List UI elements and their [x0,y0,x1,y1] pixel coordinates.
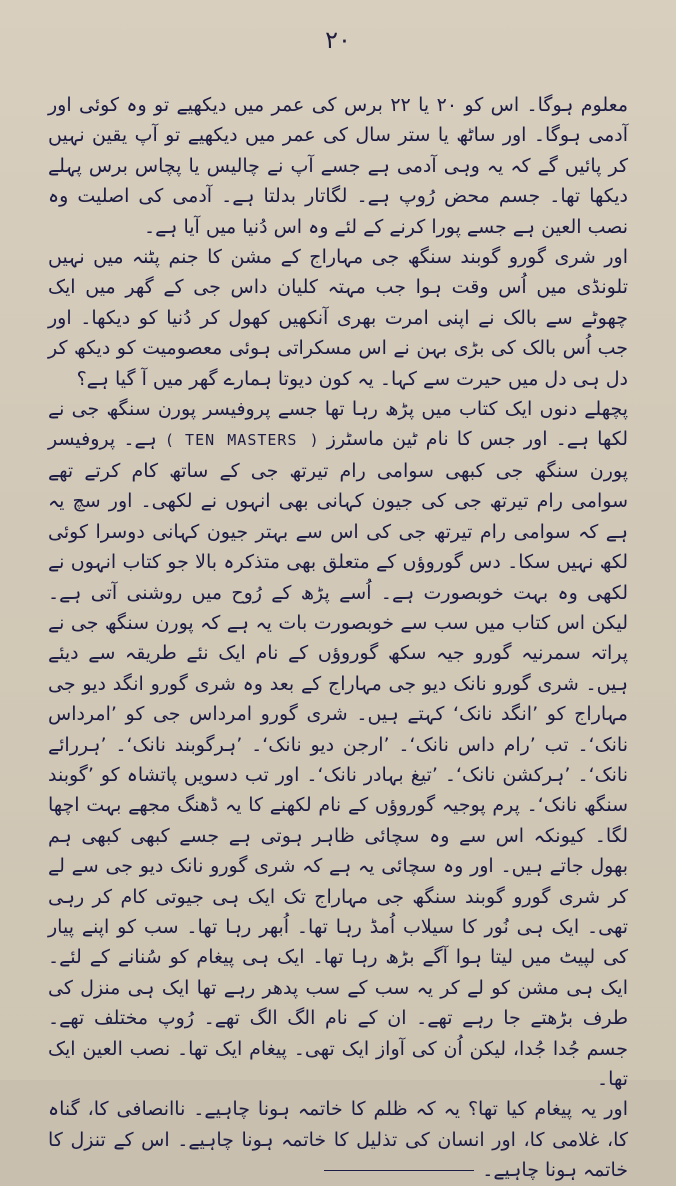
paragraph-1: معلوم ہوگا۔ اس کو ۲۰ یا ۲۲ برس کی عمر میں دیکھیے تو وہ کوئی اور آدمی ہوگا۔ اور ساٹھ یا ستر سال کی عمر میں دیکھیے تو آپ یقین نہیں کر پائیں گے کہ یہ وہی آدمی ہے جسے آپ نے چالیس یا پچاس برس پہلے دیکھا تھا۔ جسم محض رُوپ ہے۔ لگاتار بدلتا ہے۔ آدمی کی اصلیت وہ نصب العین ہے جسے پورا کرنے کے لئے وہ اس دُنیا میں آیا ہے۔ [48,94,629,238]
paragraph-3-rest: ہے۔ پروفیسر پورن سنگھ جی کبھی سوامی رام تیرتھ جی کے ساتھ کام کرتے تھے سوامی رام تیرتھ جی کی جیون کہانی بھی انہوں نے لکھی۔ اور سچ یہ ہے کہ سوامی رام تیرتھ جی کی اس سے بہتر جیون کہانی دوسرا کوئی لکھ نہیں سکا۔ دس گوروؤں کے متعلق بھی متذکرہ بالا جو کتاب انہوں نے لکھی وہ بہت خوبصورت ہے۔ اُسے پڑھ کے رُوح میں روشنی آتی ہے۔ لیکن اس کتاب میں سب سے خوبصورت بات یہ ہے کہ پورن سنگھ جی نے پراتہ سمرنیہ گورو جیہ سکھ گوروؤں کے نام ایک نئے طریقہ سے دیئے ہیں۔ شری گورو نانک دیو جی مہاراج کے بعد وہ شری گورو انگد دیو جی مہاراج کو ’انگد نانک‘ کہتے ہیں۔ شری گورو امرداس جی کو ’امرداس نانک‘۔ تب ’رام داس نانک‘۔ ’ارجن دیو نانک‘۔ ’ہرگوبند نانک‘۔ ’ہررائے نانک‘۔ ’ہرکشن نانک‘۔ ’تیغ بہادر نانک‘۔ اور تب دسویں پاتشاہ کو ’گوبند سنگھ نانک‘۔ پرم پوجیہ گوروؤں کے نام لکھنے کا یہ ڈھنگ مجھے بہت اچھا لگا۔ کیونکہ اس سے وہ سچائی ظاہر ہوتی ہے جسے کبھی کبھی ہم بھول جاتے ہیں۔ اور وہ سچائی یہ ہے کہ شری گورو نانک دیو جی سے لے کر شری گورو گوبند سنگھ جی مہاراج تک ایک ہی جیوتی کام کر رہی تھی۔ ایک ہی نُور کا سیلاب اُمڈ رہا تھا۔ اُبھر رہا تھا۔ سب کو اپنے پیار کی لپیٹ میں لیتا ہوا آگے بڑھ رہا تھا۔ ایک ہی پیغام کو سُنانے کے لئے۔ ایک ہی مشن کو لے کر یہ سب کے سب پدھر رہے تھا ایک ہی منزل کی طرف بڑھتے جا رہے تھے۔ ان کے نام الگ الگ تھے۔ رُوپ مختلف تھے۔ جسم جُدا جُدا، لیکن اُن کی آواز ایک تھی۔ پیغام ایک تھا۔ نصب العین ایک تھا۔ [48,428,628,1090]
closing-rule [324,1170,474,1171]
paragraph-3-start: پچھلے دنوں ایک کتاب میں پڑھ رہا تھا جسے پروفیسر پورن سنگھ جی نے لکھا ہے۔ اور جس کا نام ٹین ماسٹرز [48,398,628,451]
paragraph-4 [48,1094,628,1185]
paragraph-2: اور شری گورو گوبند سنگھ جی مہاراج کے مشن کا جنم پٹنہ میں نہیں تلونڈی میں اُس وقت ہوا جب مہتہ کلیان داس جی کے گھر میں ایک چھوٹے سے بالک نے اپنی امرت بھری آنکھیں کھول کر دُنیا کو دیکھا۔ اور جب اُس بالک کی بڑی بہن نے اس مسکراتی ہوئی معصومیت کو دیکھ کر دل ہی دل میں حیرت سے کہا۔ یہ کون دیوتا ہمارے گھر میں آ گیا ہے؟ [48,246,628,390]
urdu-text-body [48,90,628,1186]
page-number: ۲۰ [325,26,351,54]
ten-masters-title: ( TEN MASTERS ) [164,431,319,450]
paragraph-4-text: اور یہ پیغام کیا تھا؟ یہ کہ ظلم کا خاتمہ ہونا چاہیے۔ ناانصافی کا، گناہ کا، غلامی کا، اور انسان کی تذلیل کا خاتمہ ہونا چاہیے۔ اس کے تنزل کا خاتمہ ہونا چاہیے۔ [48,1098,628,1182]
paragraph-3 [48,394,628,1094]
